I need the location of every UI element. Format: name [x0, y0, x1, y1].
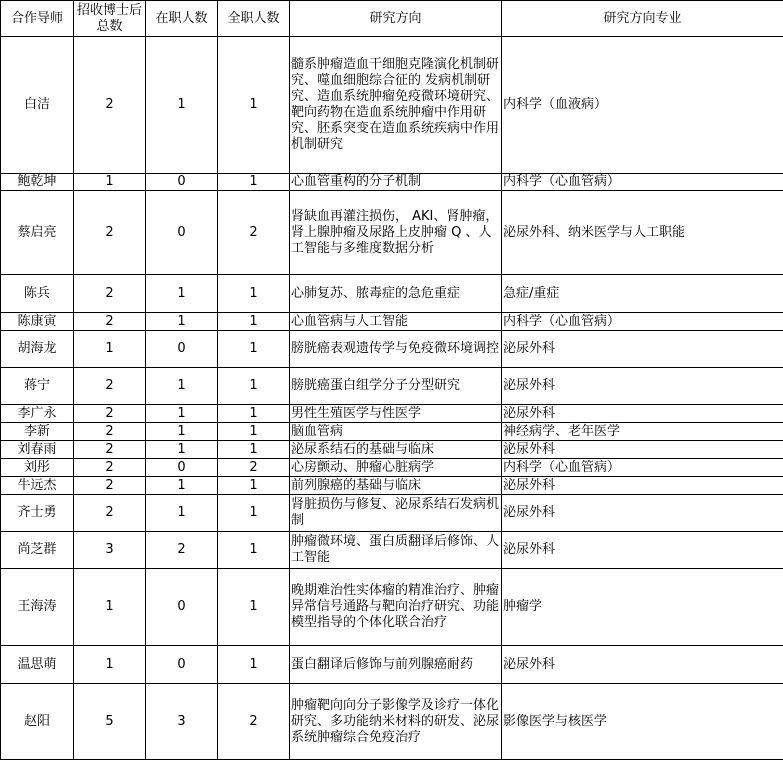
research-direction-cell: 膀胱癌蛋白组学分子分型研究 [290, 368, 502, 405]
research-major-cell: 泌尿外科 [502, 405, 783, 423]
table-body [1, 37, 783, 760]
research-major-cell: 内科学（心血管病） [502, 459, 783, 477]
research-major-cell: 肿瘤学 [502, 569, 783, 646]
onjob-cell: 2 [146, 532, 218, 569]
research-direction-cell: 心肺复苏、脓毒症的急危重症 [290, 275, 502, 313]
onjob-cell: 1 [146, 313, 218, 331]
onjob-cell: 1 [146, 405, 218, 423]
fulltime-cell: 1 [218, 368, 290, 405]
fulltime-cell: 2 [218, 684, 290, 760]
fulltime-cell: 1 [218, 477, 290, 495]
research-direction-cell: 男性生殖医学与性医学 [290, 405, 502, 423]
fulltime-cell: 1 [218, 569, 290, 646]
onjob-cell: 1 [146, 423, 218, 441]
advisor-name-cell: 李新 [1, 423, 74, 441]
table-row [1, 569, 783, 646]
header-fulltime: 全职人数 [218, 1, 290, 37]
fulltime-cell: 1 [218, 532, 290, 569]
research-direction-cell: 晚期难治性实体瘤的精准治疗、肿瘤异常信号通路与靶向治疗研究、功能模型指导的个体化联合治疗 [290, 569, 502, 646]
fulltime-cell: 1 [218, 423, 290, 441]
advisor-name-cell: 蔡启亮 [1, 191, 74, 275]
advisor-name-cell: 白洁 [1, 37, 74, 174]
fulltime-cell: 2 [218, 191, 290, 275]
research-direction-cell: 膀胱癌表观遗传学与免疫微环境调控 [290, 331, 502, 368]
onjob-cell: 0 [146, 331, 218, 368]
quota-cell: 2 [74, 495, 146, 532]
research-major-cell: 泌尿外科 [502, 368, 783, 405]
advisor-name-cell: 李广永 [1, 405, 74, 423]
research-major-cell: 神经病学、老年医学 [502, 423, 783, 441]
table-row [1, 495, 783, 532]
quota-cell: 2 [74, 405, 146, 423]
table-row [1, 532, 783, 569]
onjob-cell: 0 [146, 174, 218, 191]
research-major-cell: 泌尿外科、纳米医学与人工职能 [502, 191, 783, 275]
quota-cell: 2 [74, 191, 146, 275]
advisor-name-cell: 陈康寅 [1, 313, 74, 331]
research-major-cell: 泌尿外科 [502, 532, 783, 569]
table-row [1, 477, 783, 495]
research-major-cell: 影像医学与核医学 [502, 684, 783, 760]
header-major: 研究方向专业 [502, 1, 783, 37]
fulltime-cell: 1 [218, 331, 290, 368]
quota-cell: 2 [74, 368, 146, 405]
quota-cell: 2 [74, 459, 146, 477]
advisor-name-cell: 胡海龙 [1, 331, 74, 368]
quota-cell: 3 [74, 532, 146, 569]
quota-cell: 2 [74, 37, 146, 174]
fulltime-cell: 1 [218, 37, 290, 174]
header-onjob: 在职人数 [146, 1, 218, 37]
research-direction-cell: 脑血管病 [290, 423, 502, 441]
table-row [1, 174, 783, 191]
onjob-cell: 1 [146, 441, 218, 459]
fulltime-cell: 1 [218, 405, 290, 423]
research-direction-cell: 心房颤动、肿瘤心脏病学 [290, 459, 502, 477]
advisor-name-cell: 牛远杰 [1, 477, 74, 495]
advisor-name-cell: 陈兵 [1, 275, 74, 313]
table-row [1, 331, 783, 368]
advisor-name-cell: 蒋宁 [1, 368, 74, 405]
onjob-cell: 0 [146, 459, 218, 477]
research-major-cell: 泌尿外科 [502, 646, 783, 684]
quota-cell: 5 [74, 684, 146, 760]
research-direction-cell: 肾脏损伤与修复、泌尿系结石发病机制 [290, 495, 502, 532]
research-direction-cell: 泌尿系结石的基础与临床 [290, 441, 502, 459]
research-direction-cell: 心血管病与人工智能 [290, 313, 502, 331]
quota-cell: 2 [74, 441, 146, 459]
table-row [1, 646, 783, 684]
table-row [1, 37, 783, 174]
fulltime-cell: 1 [218, 495, 290, 532]
header-advisor: 合作导师 [1, 1, 74, 37]
table-row [1, 459, 783, 477]
research-direction-cell: 肾缺血再灌注损伤， AKI、肾肿瘤，肾上腺肿瘤及尿路上皮肿瘤 Q 、人工智能与多维度数据分析 [290, 191, 502, 275]
table-row [1, 441, 783, 459]
header-direction: 研究方向 [290, 1, 502, 37]
table-row [1, 368, 783, 405]
table-row [1, 275, 783, 313]
header-quota: 招收博士后总数 [74, 1, 146, 37]
fulltime-cell: 1 [218, 275, 290, 313]
quota-cell: 2 [74, 313, 146, 331]
table-row [1, 423, 783, 441]
advisor-name-cell: 尚芝群 [1, 532, 74, 569]
quota-cell: 1 [74, 174, 146, 191]
advisor-name-cell: 齐士勇 [1, 495, 74, 532]
research-major-cell: 急症/重症 [502, 275, 783, 313]
table-row [1, 313, 783, 331]
quota-cell: 2 [74, 423, 146, 441]
onjob-cell: 1 [146, 368, 218, 405]
onjob-cell: 0 [146, 646, 218, 684]
quota-cell: 1 [74, 569, 146, 646]
advisor-name-cell: 刘彤 [1, 459, 74, 477]
research-direction-cell: 髓系肿瘤造血干细胞克隆演化机制研究、噬血细胞综合征的 发病机制研究、造血系统肿瘤免疫微环境研究、靶向药物在造血系统肿瘤中作用研究、胚系突变在造血系统疾病中作用机制研究 [290, 37, 502, 174]
quota-cell: 1 [74, 331, 146, 368]
research-direction-cell: 肿瘤微环境、蛋白质翻译后修饰、人工智能 [290, 532, 502, 569]
fulltime-cell: 1 [218, 646, 290, 684]
onjob-cell: 0 [146, 569, 218, 646]
research-major-cell: 内科学（血液病） [502, 37, 783, 174]
research-major-cell: 泌尿外科 [502, 477, 783, 495]
advisor-name-cell: 王海涛 [1, 569, 74, 646]
onjob-cell: 1 [146, 495, 218, 532]
advisor-name-cell: 赵阳 [1, 684, 74, 760]
onjob-cell: 1 [146, 275, 218, 313]
fulltime-cell: 2 [218, 459, 290, 477]
onjob-cell: 0 [146, 191, 218, 275]
quota-cell: 2 [74, 477, 146, 495]
quota-cell: 1 [74, 646, 146, 684]
advisor-name-cell: 温思萌 [1, 646, 74, 684]
research-major-cell: 内科学（心血管病） [502, 313, 783, 331]
quota-cell: 2 [74, 275, 146, 313]
fulltime-cell: 1 [218, 174, 290, 191]
research-direction-cell: 前列腺癌的基础与临床 [290, 477, 502, 495]
research-major-cell: 泌尿外科 [502, 495, 783, 532]
research-direction-cell: 心血管重构的分子机制 [290, 174, 502, 191]
research-major-cell: 内科学（心血管病） [502, 174, 783, 191]
advisor-name-cell: 刘春雨 [1, 441, 74, 459]
advisor-name-cell: 鲍乾坤 [1, 174, 74, 191]
table-row [1, 191, 783, 275]
research-major-cell: 泌尿外科 [502, 441, 783, 459]
research-direction-cell: 蛋白翻译后修饰与前列腺癌耐药 [290, 646, 502, 684]
table-row [1, 405, 783, 423]
table-row [1, 684, 783, 760]
research-major-cell: 泌尿外科 [502, 331, 783, 368]
onjob-cell: 1 [146, 477, 218, 495]
fulltime-cell: 1 [218, 441, 290, 459]
onjob-cell: 1 [146, 37, 218, 174]
research-direction-cell: 肿瘤靶向向分子影像学及诊疗一体化研究、多功能纳米材料的研发、泌尿系统肿瘤综合免疫治疗 [290, 684, 502, 760]
onjob-cell: 3 [146, 684, 218, 760]
fulltime-cell: 1 [218, 313, 290, 331]
header-row [1, 1, 783, 37]
